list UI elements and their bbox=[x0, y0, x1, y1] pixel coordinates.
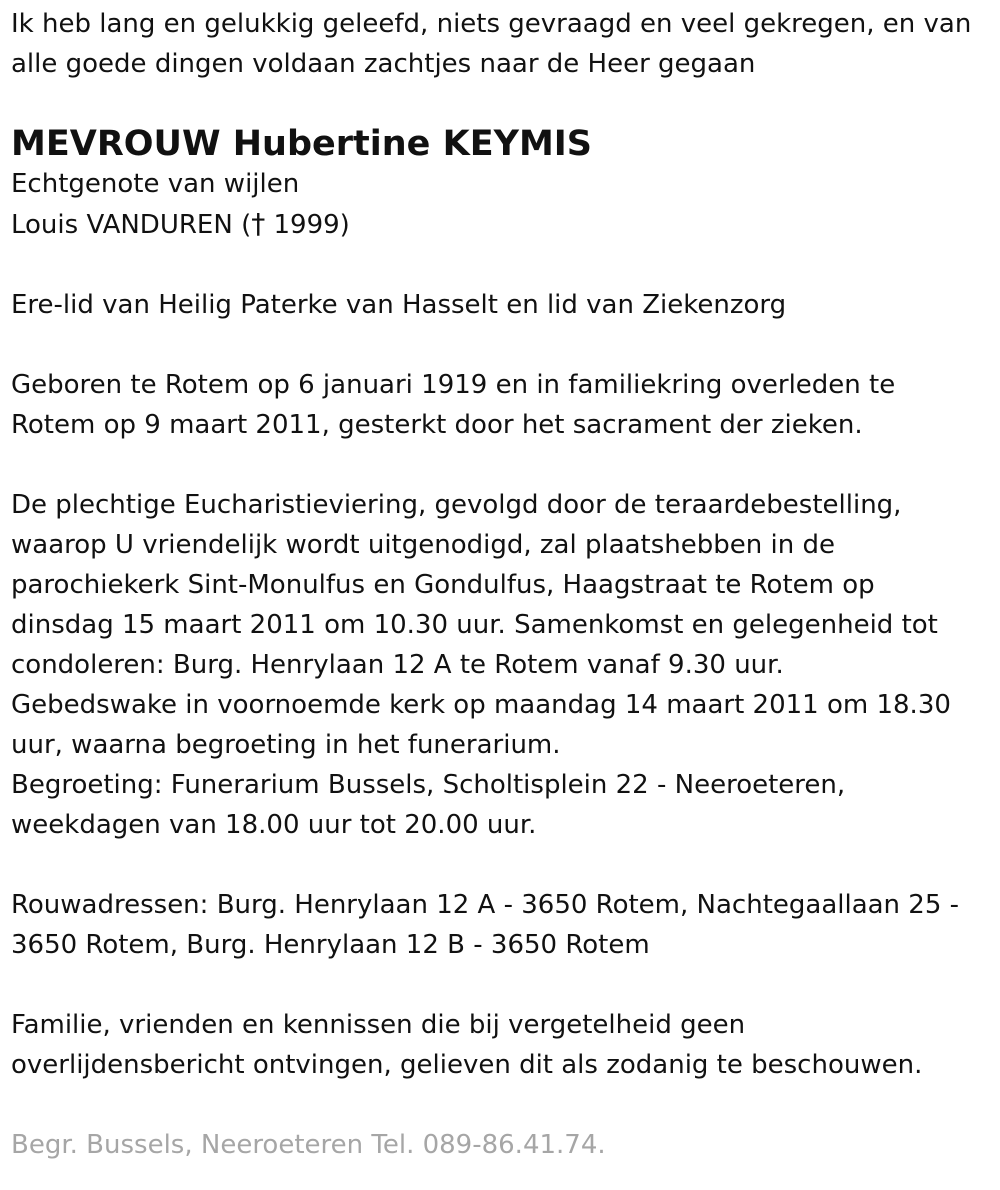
ceremony-line: De plechtige Eucharistieviering, gevolgd door de teraardebestelling, bbox=[11, 490, 902, 520]
ceremony-line: condoleren: Burg. Henrylaan 12 A te Rotem vanaf 9.30 uur. bbox=[11, 650, 784, 680]
notice-line: overlijdensbericht ontvingen, gelieven dit als zodanig te beschouwen. bbox=[11, 1050, 923, 1080]
spouse-name-line bbox=[11, 204, 989, 245]
deceased-name: MEVROUW Hubertine KEYMIS bbox=[11, 124, 593, 164]
addresses-block bbox=[11, 885, 989, 965]
notice-line: Familie, vrienden en kennissen die bij vergetelheid geen bbox=[11, 1010, 746, 1040]
ceremony-block bbox=[11, 485, 989, 845]
spouse-intro: Echtgenote van wijlen bbox=[11, 169, 300, 199]
address-line: Rouwadressen: Burg. Henrylaan 12 A - 3650 Rotem, Nachtegaallaan 25 - bbox=[11, 890, 960, 920]
birth-death-block bbox=[11, 365, 989, 445]
ceremony-line: weekdagen van 18.00 uur tot 20.00 uur. bbox=[11, 810, 537, 840]
ceremony-line: Gebedswake in voornoemde kerk op maandag 14 maart 2011 om 18.30 bbox=[11, 690, 951, 720]
ceremony-line: parochiekerk Sint-Monulfus en Gondulfus, Haagstraat te Rotem op bbox=[11, 570, 875, 600]
membership-block bbox=[11, 285, 989, 325]
ceremony-line: waarop U vriendelijk wordt uitgenodigd, zal plaatshebben in de bbox=[11, 530, 835, 560]
opening-quote bbox=[11, 4, 989, 84]
ceremony-line: Begroeting: Funerarium Bussels, Scholtisplein 22 - Neeroeteren, bbox=[11, 770, 846, 800]
funeral-home-footer: Begr. Bussels, Neeroeteren Tel. 089-86.41.74. bbox=[11, 1130, 606, 1160]
birth-death-line: Geboren te Rotem op 6 januari 1919 en in familiekring overleden te bbox=[11, 370, 896, 400]
quote-line: Ik heb lang en gelukkig geleefd, niets gevraagd en veel gekregen, en van bbox=[11, 9, 972, 39]
deceased-name-block bbox=[11, 124, 989, 164]
quote-line: alle goede dingen voldaan zachtjes naar de Heer gegaan bbox=[11, 49, 756, 79]
spouse-name: Louis VANDUREN ( bbox=[11, 210, 252, 240]
birth-death-line: Rotem op 9 maart 2011, gesterkt door het sacrament der zieken. bbox=[11, 410, 863, 440]
spouse-block bbox=[11, 164, 989, 245]
ceremony-line: dinsdag 15 maart 2011 om 10.30 uur. Samenkomst en gelegenheid tot bbox=[11, 610, 938, 640]
address-line: 3650 Rotem, Burg. Henrylaan 12 B - 3650 Rotem bbox=[11, 930, 650, 960]
footer-block bbox=[11, 1125, 989, 1165]
spouse-death-year: 1999) bbox=[265, 210, 350, 240]
membership-line: Ere-lid van Heilig Paterke van Hasselt en lid van Ziekenzorg bbox=[11, 290, 787, 320]
notice-block bbox=[11, 1005, 989, 1085]
ceremony-line: uur, waarna begroeting in het funerarium. bbox=[11, 730, 561, 760]
cross-icon: † bbox=[251, 207, 266, 240]
